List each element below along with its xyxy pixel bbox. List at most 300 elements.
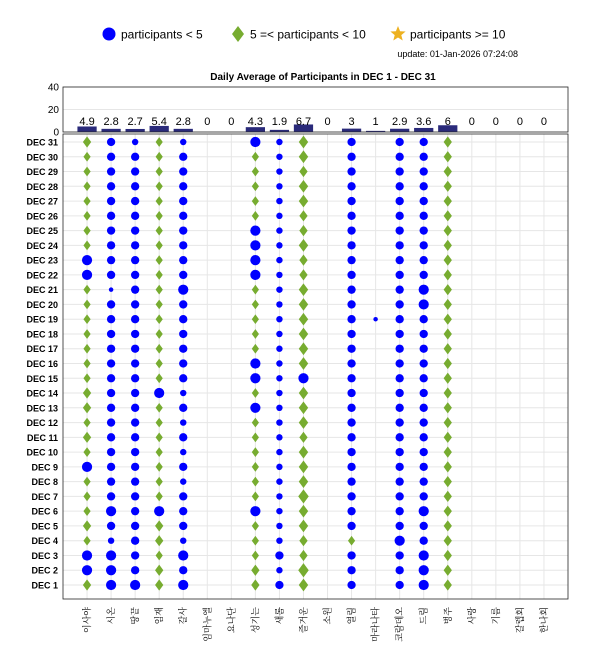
marker-diamond <box>299 579 308 592</box>
marker-diamond <box>444 565 452 576</box>
marker-diamond <box>444 255 452 266</box>
marker-circle <box>396 286 404 294</box>
average-value-label: 2.8 <box>175 116 191 128</box>
marker-circle <box>347 522 355 530</box>
marker-circle <box>131 182 139 190</box>
marker-diamond <box>299 195 308 208</box>
marker-circle <box>276 301 282 307</box>
marker-diamond <box>444 136 452 147</box>
marker-circle <box>107 241 115 249</box>
average-value-label: 2.7 <box>127 116 143 128</box>
marker-diamond <box>299 210 307 221</box>
marker-circle <box>179 271 187 279</box>
marker-circle <box>396 418 404 426</box>
marker-diamond <box>444 417 452 428</box>
average-value-label: 4.9 <box>79 116 95 128</box>
marker-diamond <box>83 300 90 310</box>
marker-circle <box>347 256 355 264</box>
marker-diamond <box>299 475 308 488</box>
marker-circle <box>131 522 139 530</box>
marker-circle <box>347 138 355 146</box>
marker-circle <box>131 241 139 249</box>
legend-marker-star <box>390 26 405 41</box>
marker-diamond <box>252 167 259 177</box>
marker-circle <box>107 330 115 338</box>
average-value-label: 1.9 <box>271 116 288 128</box>
marker-circle <box>420 492 428 500</box>
marker-circle <box>107 404 115 412</box>
marker-circle <box>347 418 355 426</box>
marker-diamond <box>156 285 163 295</box>
marker-diamond <box>444 461 452 472</box>
bar-y-tick-label: 0 <box>53 127 59 139</box>
marker-circle <box>347 330 355 338</box>
marker-circle <box>131 492 139 500</box>
marker-circle <box>179 256 187 264</box>
marker-diamond <box>252 181 259 191</box>
marker-circle <box>396 330 404 338</box>
marker-circle <box>109 287 114 292</box>
marker-circle <box>107 433 115 441</box>
marker-circle <box>347 226 355 234</box>
marker-circle <box>180 390 186 396</box>
marker-diamond <box>156 226 163 236</box>
marker-diamond <box>252 152 259 162</box>
marker-circle <box>179 197 187 205</box>
marker-circle <box>275 551 283 559</box>
marker-diamond <box>444 491 452 502</box>
marker-circle <box>347 551 355 559</box>
marker-circle <box>347 507 355 515</box>
marker-diamond <box>252 462 259 472</box>
marker-circle <box>179 182 187 190</box>
chart-title: Daily Average of Participants in DEC 1 - DEC 31 <box>210 72 436 83</box>
marker-circle <box>347 566 355 574</box>
marker-circle <box>179 212 187 220</box>
marker-circle <box>179 404 187 412</box>
marker-diamond <box>299 298 308 311</box>
marker-circle <box>347 345 355 353</box>
marker-circle <box>131 345 139 353</box>
marker-diamond <box>156 432 163 442</box>
marker-diamond <box>83 477 90 487</box>
marker-diamond <box>444 358 452 369</box>
day-tick-label: DEC 17 <box>26 344 58 355</box>
marker-diamond <box>83 152 90 162</box>
category-tick-label: 요나단 <box>226 607 237 634</box>
day-tick-label: DEC 25 <box>26 226 58 237</box>
marker-circle <box>179 226 187 234</box>
marker-circle <box>276 242 282 248</box>
marker-diamond <box>299 342 308 355</box>
category-tick-label: 기름 <box>490 607 501 625</box>
average-value-label: 2.8 <box>103 116 119 128</box>
marker-diamond <box>252 388 259 398</box>
marker-circle <box>420 153 428 161</box>
marker-circle <box>131 300 139 308</box>
marker-circle <box>106 506 116 516</box>
marker-circle <box>395 536 405 546</box>
marker-circle <box>276 227 282 233</box>
marker-circle <box>276 390 282 396</box>
marker-diamond <box>83 314 90 324</box>
marker-circle <box>276 523 282 529</box>
marker-diamond <box>298 489 309 503</box>
marker-circle <box>131 286 139 294</box>
marker-diamond <box>156 241 163 251</box>
marker-circle <box>347 477 355 485</box>
marker-diamond <box>444 314 452 325</box>
marker-circle <box>180 449 186 455</box>
marker-circle <box>420 448 428 456</box>
marker-circle <box>179 492 187 500</box>
marker-circle <box>396 226 404 234</box>
marker-circle <box>276 375 282 381</box>
marker-diamond <box>156 196 163 206</box>
marker-circle <box>396 138 404 146</box>
marker-diamond <box>299 505 308 518</box>
average-bar-panel <box>48 83 568 139</box>
marker-circle <box>276 257 282 263</box>
marker-diamond <box>299 239 308 252</box>
marker-diamond <box>156 447 163 457</box>
marker-circle <box>420 404 428 412</box>
marker-circle <box>396 345 404 353</box>
category-tick-label: 마라나타 <box>370 607 381 642</box>
day-tick-label: DEC 12 <box>26 418 58 429</box>
marker-diamond <box>83 359 90 369</box>
marker-diamond <box>156 270 163 280</box>
marker-diamond <box>156 477 163 487</box>
marker-diamond <box>252 477 259 487</box>
day-tick-label: DEC 22 <box>26 270 58 281</box>
marker-circle <box>154 506 164 516</box>
marker-diamond <box>156 373 163 383</box>
marker-circle <box>108 538 114 544</box>
marker-circle <box>131 477 139 485</box>
day-tick-label: DEC 23 <box>26 255 58 266</box>
marker-circle <box>420 537 428 545</box>
marker-circle <box>347 492 355 500</box>
legend-marker-diamond <box>232 26 244 42</box>
marker-circle <box>179 300 187 308</box>
marker-circle <box>131 153 139 161</box>
marker-diamond <box>444 343 452 354</box>
marker-circle <box>82 270 92 280</box>
marker-circle <box>250 240 260 250</box>
marker-circle <box>179 433 187 441</box>
marker-circle <box>396 404 404 412</box>
marker-circle <box>107 226 115 234</box>
marker-circle <box>107 167 115 175</box>
marker-circle <box>347 197 355 205</box>
day-tick-label: DEC 9 <box>31 462 58 473</box>
marker-circle <box>419 506 429 516</box>
average-bar <box>390 129 409 132</box>
marker-circle <box>107 153 115 161</box>
marker-circle <box>419 550 429 560</box>
marker-diamond <box>299 328 308 341</box>
marker-circle <box>107 197 115 205</box>
marker-diamond <box>252 521 259 531</box>
marker-circle <box>276 419 282 425</box>
marker-diamond <box>444 520 452 531</box>
marker-diamond <box>299 283 308 296</box>
average-value-label: 3.6 <box>416 116 432 128</box>
category-tick-label: 임재 <box>154 607 165 625</box>
marker-circle <box>276 360 282 366</box>
category-tick-label: 갈사 <box>178 607 189 625</box>
marker-circle <box>396 374 404 382</box>
category-tick-label: 땅끝 <box>130 607 141 625</box>
marker-diamond <box>299 387 308 400</box>
marker-diamond <box>444 506 452 517</box>
marker-diamond <box>156 492 163 502</box>
marker-circle <box>131 271 139 279</box>
marker-diamond <box>156 329 163 339</box>
marker-circle <box>276 139 282 145</box>
day-tick-label: DEC 26 <box>26 211 58 222</box>
marker-circle <box>347 300 355 308</box>
marker-circle <box>180 139 186 145</box>
marker-circle <box>250 270 260 280</box>
marker-circle <box>131 507 139 515</box>
category-tick-label: 성기는 <box>250 607 261 634</box>
marker-circle <box>276 449 282 455</box>
marker-circle <box>276 272 282 278</box>
marker-diamond <box>83 520 91 531</box>
category-tick-label: 코람데오 <box>394 607 405 642</box>
marker-diamond <box>156 344 163 354</box>
marker-circle <box>250 403 260 413</box>
marker-circle <box>396 448 404 456</box>
marker-circle <box>347 167 355 175</box>
marker-circle <box>298 373 308 383</box>
marker-circle <box>420 315 428 323</box>
marker-diamond <box>252 447 259 457</box>
marker-circle <box>347 404 355 412</box>
marker-circle <box>131 197 139 205</box>
marker-circle <box>275 581 283 589</box>
marker-diamond <box>299 269 307 280</box>
day-tick-label: DEC 1 <box>31 580 58 591</box>
marker-diamond <box>83 492 90 502</box>
marker-diamond <box>252 536 259 546</box>
marker-circle <box>131 315 139 323</box>
marker-circle <box>131 359 139 367</box>
marker-diamond <box>156 551 163 561</box>
marker-circle <box>347 374 355 382</box>
marker-circle <box>419 580 429 590</box>
marker-diamond <box>83 447 90 457</box>
marker-diamond <box>156 255 163 265</box>
marker-diamond <box>299 180 308 193</box>
marker-circle <box>276 286 282 292</box>
marker-circle <box>106 550 116 560</box>
day-tick-label: DEC 30 <box>26 152 58 163</box>
category-tick-label: 드림 <box>418 607 429 625</box>
category-tick-label: 새롬 <box>274 607 285 625</box>
marker-circle <box>396 315 404 323</box>
marker-diamond <box>444 269 452 280</box>
marker-circle <box>276 405 282 411</box>
marker-diamond <box>444 476 452 487</box>
marker-circle <box>276 346 282 352</box>
participant-grid-panel <box>26 134 568 642</box>
marker-circle <box>276 478 282 484</box>
average-value-label: 0 <box>492 116 499 128</box>
marker-diamond <box>299 166 307 177</box>
day-tick-label: DEC 6 <box>31 506 58 517</box>
marker-circle <box>420 522 428 530</box>
average-value-label: 0 <box>540 116 548 128</box>
marker-diamond <box>299 357 308 370</box>
marker-circle <box>420 345 428 353</box>
day-tick-label: DEC 18 <box>26 329 58 340</box>
marker-diamond <box>156 300 163 310</box>
marker-diamond <box>83 196 90 206</box>
marker-circle <box>107 315 115 323</box>
marker-circle <box>420 182 428 190</box>
marker-diamond <box>251 565 259 576</box>
marker-circle <box>131 448 139 456</box>
average-bar <box>174 129 193 132</box>
marker-circle <box>396 581 404 589</box>
marker-diamond <box>252 314 259 324</box>
legend-label: 5 =< participants < 10 <box>250 27 366 42</box>
marker-circle <box>347 433 355 441</box>
marker-circle <box>420 241 428 249</box>
marker-diamond <box>156 181 163 191</box>
marker-circle <box>420 330 428 338</box>
marker-circle <box>131 433 139 441</box>
marker-circle <box>420 463 428 471</box>
marker-circle <box>347 389 355 397</box>
marker-circle <box>396 522 404 530</box>
day-tick-label: DEC 11 <box>26 432 58 443</box>
marker-circle <box>178 285 188 295</box>
marker-circle <box>179 463 187 471</box>
marker-diamond <box>83 136 91 147</box>
average-value-label: 0 <box>468 116 475 128</box>
day-tick-label: DEC 4 <box>31 536 58 547</box>
marker-diamond <box>299 225 307 236</box>
marker-diamond <box>444 166 452 177</box>
marker-circle <box>180 478 186 484</box>
legend <box>103 26 506 42</box>
marker-diamond <box>83 387 91 398</box>
marker-circle <box>276 538 282 544</box>
marker-diamond <box>444 432 452 443</box>
marker-circle <box>276 464 282 470</box>
marker-circle <box>420 256 428 264</box>
marker-diamond <box>156 462 163 472</box>
marker-circle <box>107 374 115 382</box>
marker-diamond <box>444 446 452 457</box>
marker-diamond <box>252 344 259 354</box>
marker-circle <box>131 167 139 175</box>
marker-circle <box>107 182 115 190</box>
marker-diamond <box>299 255 307 266</box>
day-tick-label: DEC 29 <box>26 167 58 178</box>
marker-circle <box>131 389 139 397</box>
marker-diamond <box>252 196 259 206</box>
marker-circle <box>420 197 428 205</box>
category-tick-label: 한나회 <box>538 607 549 634</box>
marker-circle <box>420 226 428 234</box>
day-tick-label: DEC 14 <box>26 388 58 399</box>
marker-circle <box>107 477 115 485</box>
legend-label: participants < 5 <box>121 27 203 42</box>
marker-circle <box>179 330 187 338</box>
marker-circle <box>106 565 116 575</box>
marker-diamond <box>155 535 163 546</box>
marker-circle <box>276 434 282 440</box>
marker-circle <box>276 331 282 337</box>
marker-diamond <box>83 418 90 428</box>
marker-circle <box>131 566 139 574</box>
marker-circle <box>250 255 260 265</box>
marker-circle <box>130 580 140 590</box>
marker-diamond <box>299 550 307 561</box>
day-tick-label: DEC 21 <box>26 285 58 296</box>
marker-circle <box>107 492 115 500</box>
marker-diamond <box>299 401 308 414</box>
marker-circle <box>107 212 115 220</box>
marker-circle <box>179 345 187 353</box>
marker-diamond <box>83 432 91 443</box>
marker-circle <box>373 317 378 322</box>
average-bar <box>414 128 433 132</box>
marker-circle <box>179 359 187 367</box>
marker-diamond <box>155 579 163 590</box>
marker-diamond <box>83 241 90 251</box>
category-tick-label: 시온 <box>106 607 117 625</box>
marker-diamond <box>83 344 90 354</box>
marker-circle <box>276 493 282 499</box>
marker-circle <box>82 462 92 472</box>
marker-circle <box>396 566 404 574</box>
marker-circle <box>179 167 187 175</box>
marker-circle <box>250 373 260 383</box>
marker-circle <box>347 286 355 294</box>
category-tick-label: 이사야 <box>82 607 93 634</box>
marker-circle <box>82 550 92 560</box>
marker-circle <box>107 256 115 264</box>
marker-diamond <box>444 151 452 162</box>
marker-circle <box>420 374 428 382</box>
legend-marker-circle <box>103 28 116 41</box>
marker-circle <box>276 316 282 322</box>
marker-circle <box>107 300 115 308</box>
marker-circle <box>107 522 115 530</box>
marker-circle <box>347 448 355 456</box>
grid-panel-frame <box>63 134 568 599</box>
marker-circle <box>419 285 429 295</box>
marker-circle <box>420 418 428 426</box>
marker-circle <box>276 198 282 204</box>
average-value-label: 0 <box>204 116 211 128</box>
category-tick-label: 즐거운 <box>298 607 309 634</box>
marker-circle <box>132 139 138 145</box>
marker-circle <box>420 359 428 367</box>
marker-circle <box>131 212 139 220</box>
marker-diamond <box>83 167 90 177</box>
marker-circle <box>179 374 187 382</box>
marker-diamond <box>299 150 308 163</box>
marker-circle <box>107 418 115 426</box>
marker-circle <box>420 167 428 175</box>
